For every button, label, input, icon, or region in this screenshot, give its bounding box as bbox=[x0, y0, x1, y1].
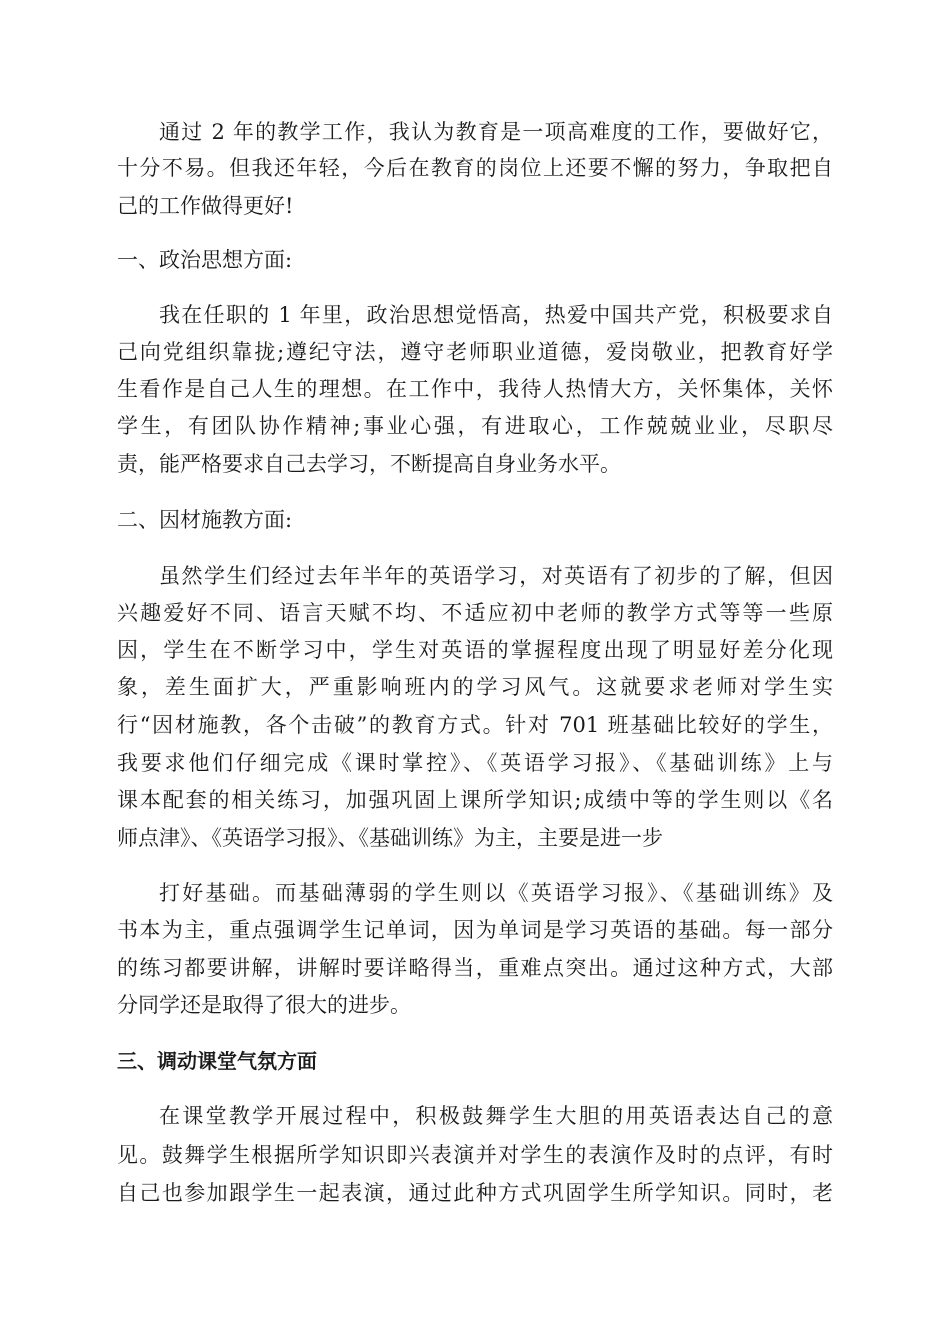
text-line: 书本为主，重点强调学生记单词，因为单词是学习英语的基础。每一部分 bbox=[117, 918, 833, 942]
section-heading: 三、调动课堂气氛方面 bbox=[117, 1049, 317, 1073]
text-line: 在课堂教学开展过程中，积极鼓舞学生大胆的用英语表达自己的意 bbox=[159, 1104, 833, 1128]
text-line: 行“因材施教，各个击破”的教育方式。针对 701 班基础比较好的学生， bbox=[117, 713, 833, 737]
text-line: 分同学还是取得了很大的进步。 bbox=[117, 993, 411, 1017]
text-line: 见。鼓舞学生根据所学知识即兴表演并对学生的表演作及时的点评，有时 bbox=[117, 1143, 833, 1167]
text-line: 象，差生面扩大，严重影响班内的学习风气。这就要求老师对学生实 bbox=[117, 675, 833, 699]
text-line: 我在任职的 1 年里，政治思想觉悟高，热爱中国共产党，积极要求自 bbox=[159, 303, 833, 327]
text-line: 的练习都要讲解，讲解时要详略得当，重难点突出。通过这种方式，大部 bbox=[117, 956, 833, 980]
text-line: 己的工作做得更好! bbox=[117, 194, 294, 218]
text-line: 责，能严格要求自己去学习，不断提高自身业务水平。 bbox=[117, 452, 621, 476]
text-line: 虽然学生们经过去年半年的英语学习，对英语有了初步的了解，但因 bbox=[159, 564, 833, 588]
text-line: 学生，有团队协作精神;事业心强，有进取心，工作兢兢业业，尽职尽 bbox=[117, 414, 833, 438]
text-line: 我要求他们仔细完成《课时掌控》、《英语学习报》、《基础训练》上与 bbox=[117, 751, 833, 775]
text-line: 课本配套的相关练习，加强巩固上课所学知识;成绩中等的学生则以《名 bbox=[117, 788, 833, 812]
text-line: 十分不易。但我还年轻，今后在教育的岗位上还要不懈的努力，争取把自 bbox=[117, 156, 833, 180]
text-line: 通过 2 年的教学工作，我认为教育是一项高难度的工作，要做好它， bbox=[159, 120, 833, 144]
text-line: 师点津》、《英语学习报》、《基础训练》为主，主要是进一步 bbox=[117, 826, 663, 850]
text-line: 自己也参加跟学生一起表演，通过此种方式巩固学生所学知识。同时，老 bbox=[117, 1181, 833, 1205]
text-line: 打好基础。而基础薄弱的学生则以《英语学习报》、《基础训练》及 bbox=[159, 881, 833, 905]
section-heading: 二、因材施教方面: bbox=[117, 508, 293, 532]
text-line: 生看作是自己人生的理想。在工作中，我待人热情大方，关怀集体，关怀 bbox=[117, 377, 833, 401]
section-heading: 一、政治思想方面: bbox=[117, 248, 293, 272]
text-line: 兴趣爱好不同、语言天赋不均、不适应初中老师的教学方式等等一些原 bbox=[117, 601, 833, 625]
text-line: 因，学生在不断学习中，学生对英语的掌握程度出现了明显好差分化现 bbox=[117, 638, 833, 662]
text-line: 己向党组织靠拢;遵纪守法，遵守老师职业道德，爱岗敬业，把教育好学 bbox=[117, 340, 833, 364]
